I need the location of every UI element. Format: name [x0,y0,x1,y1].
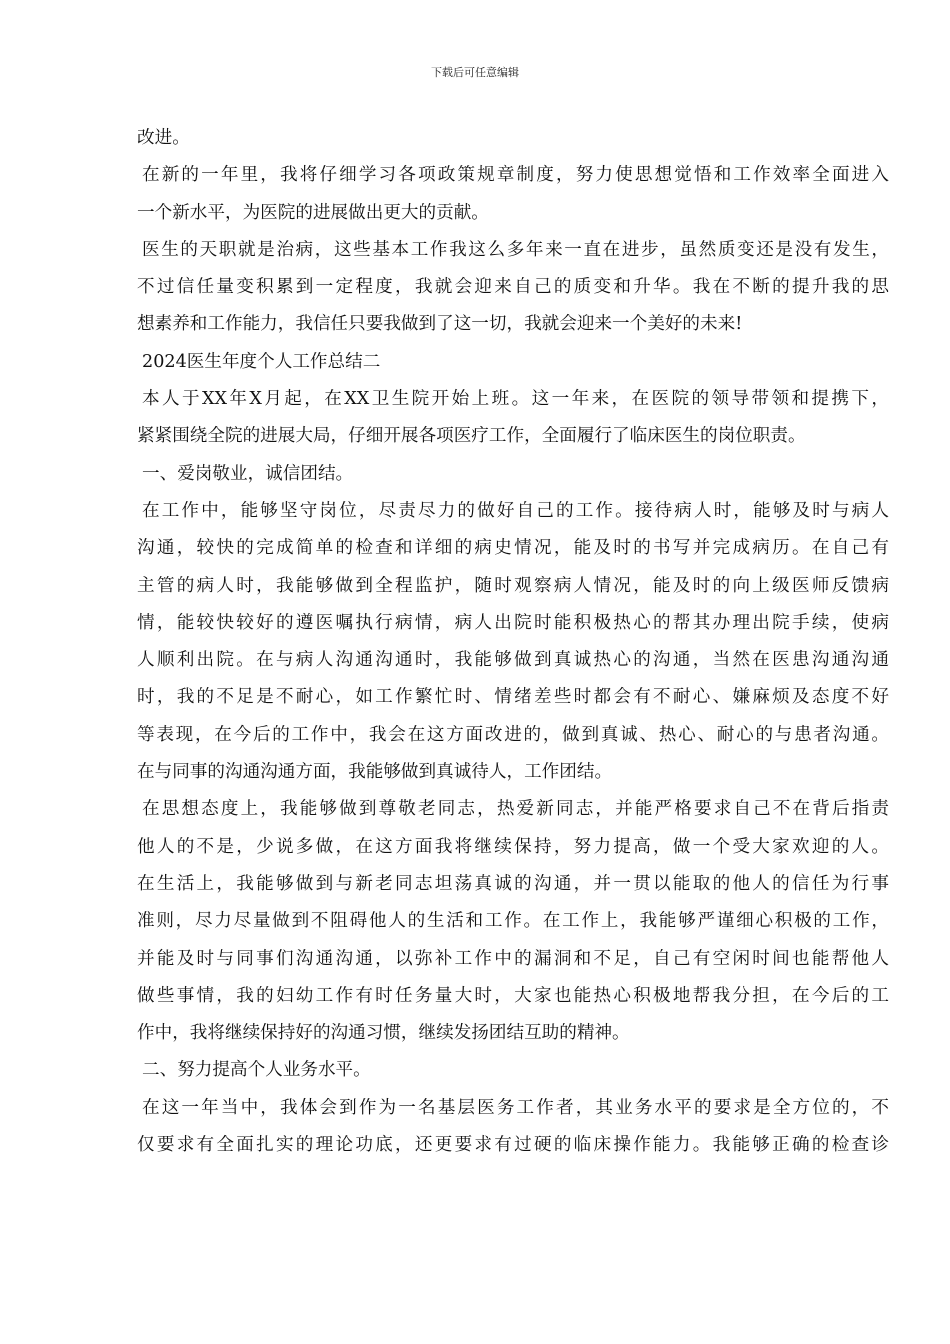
section-heading: 二、努力提高个人业务水平。 [142,1060,371,1081]
text-line: 主管的病人时，我能够做到全程监护，随时观察病人情况，能及时的向上级医师反馈病 [137,575,889,596]
document-body [137,120,889,1164]
text-line: 在与同事的沟通沟通方面，我能够做到真诚待人，工作团结。 [137,762,613,783]
text-line: 不过信任量变积累到一定程度，我就会迎来自己的质变和升华。我在不断的提升我的思 [137,277,889,298]
text-line: 并能及时与同事们沟通沟通，以弥补工作中的漏洞和不足，自己有空闲时间也能帮他人 [137,948,889,969]
section-title: 2024医生年度个人工作总结二 [142,351,381,372]
text-line: 仅要求有全面扎实的理论功底，还更要求有过硬的临床操作能力。我能够正确的检查诊 [137,1135,889,1156]
page-header: 下载后可任意编辑 [431,66,519,79]
text-line: 做些事情，我的妇幼工作有时任务量大时，大家也能热心积极地帮我分担，在今后的工 [137,985,889,1006]
text-line: 在工作中，能够坚守岗位，尽责尽力的做好自己的工作。接待病人时，能够及时与病人 [142,500,889,521]
text-line: 沟通，较快的完成简单的检查和详细的病史情况，能及时的书写并完成病历。在自己有 [137,538,889,559]
text-line: 准则，尽力尽量做到不阻碍他人的生活和工作。在工作上，我能够严谨细心积极的工作， [137,911,889,932]
text-line: 情，能较快较好的遵医嘱执行病情，病人出院时能积极热心的帮其办理出院手续，使病 [137,612,889,633]
text-line: 改进。 [137,128,190,148]
text-line: 在新的一年里，我将仔细学习各项政策规章制度，努力使思想觉悟和工作效率全面进入 [142,165,889,186]
text-line: 在生活上，我能够做到与新老同志坦荡真诚的沟通，并一贯以能取的他人的信任为行事 [137,873,889,894]
text-line: 想素养和工作能力，我信任只要我做到了这一切，我就会迎来一个美好的未来! [137,314,743,335]
text-line: 本人于XX年X月起，在XX卫生院开始上班。这一年来，在医院的领导带领和提携下， [142,389,889,410]
text-line: 在思想态度上，我能够做到尊敬老同志，热爱新同志，并能严格要求自己不在背后指责 [142,799,889,820]
text-line: 作中，我将继续保持好的沟通习惯，继续发扬团结互助的精神。 [137,1023,630,1044]
text-line: 他人的不是，少说多做，在这方面我将继续保持，努力提高，做一个受大家欢迎的人。 [137,836,889,857]
text-line: 等表现，在今后的工作中，我会在这方面改进的，做到真诚、热心、耐心的与患者沟通。 [137,724,889,745]
section-heading: 一、爱岗敬业，诚信团结。 [142,463,354,484]
text-line: 人顺利出院。在与病人沟通沟通时，我能够做到真诚热心的沟通，当然在医患沟通沟通 [137,650,889,671]
text-line: 紧紧围绕全院的进展大局，仔细开展各项医疗工作，全面履行了临床医生的岗位职责。 [137,426,806,447]
text-line: 在这一年当中，我体会到作为一名基层医务工作者，其业务水平的要求是全方位的，不 [142,1097,889,1118]
text-line: 时，我的不足是不耐心，如工作繁忙时、情绪差些时都会有不耐心、嫌麻烦及态度不好 [137,687,889,708]
text-line: 一个新水平，为医院的进展做出更大的贡献。 [137,202,489,223]
text-line: 医生的天职就是治病，这些基本工作我这么多年来一直在进步，虽然质变还是没有发生， [142,239,889,260]
